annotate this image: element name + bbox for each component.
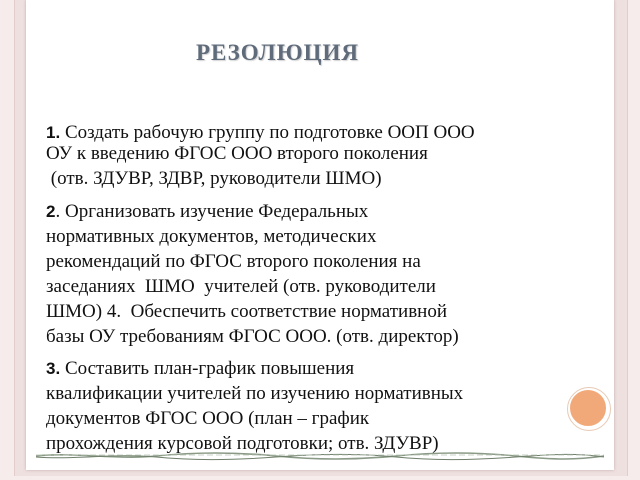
resolution-item-3-line-1 (46, 356, 463, 381)
resolution-item-2-line-6: базы ОУ требованиям ФГОС ООО. (отв. директор) (46, 326, 459, 347)
resolution-item-1 (46, 120, 475, 191)
resolution-item-2-line-3: рекомендаций по ФГОС второго поколения на (46, 251, 421, 272)
decorative-circle-icon (568, 388, 608, 428)
resolution-item-1-text-1: Создать рабочую группу по подготовке ООП ООО (64, 122, 475, 143)
resolution-item-3-number: 3. (46, 359, 61, 378)
resolution-item-3-line-4: прохождения курсовой подготовки; отв. ЗДУВР) (46, 433, 439, 454)
resolution-item-2 (46, 199, 459, 349)
resolution-item-1-line-2: ОУ к введению ФГОС ООО второго поколения (46, 143, 428, 164)
resolution-item-2-text-1: . Организовать изучение Федеральных (55, 201, 369, 222)
resolution-item-2-line-1 (46, 199, 459, 224)
resolution-item-1-number: 1. (46, 123, 61, 142)
resolution-item-3-line-2: квалификации учителей по изучению нормативных (46, 383, 464, 404)
resolution-item-1-line-3: (отв. ЗДУВР, ЗДВР, руководители ШМО) (46, 168, 382, 189)
resolution-item-3 (46, 356, 463, 456)
decorative-border-ornament-icon (36, 451, 604, 461)
resolution-item-2-line-2: нормативных документов, методических (46, 226, 377, 247)
slide-title: РЕЗОЛЮЦИЯ (196, 40, 359, 65)
resolution-item-3-text-1: Составить план-график повышения (64, 358, 355, 379)
resolution-item-2-number: 2 (46, 202, 56, 221)
resolution-item-2-line-4: заседаниях ШМО учителей (отв. руководители (46, 276, 436, 297)
resolution-item-2-line-5: ШМО) 4. Обеспечить соответствие нормативной (46, 301, 448, 322)
resolution-item-3-line-3: документов ФГОС ООО (план – график (46, 408, 370, 429)
